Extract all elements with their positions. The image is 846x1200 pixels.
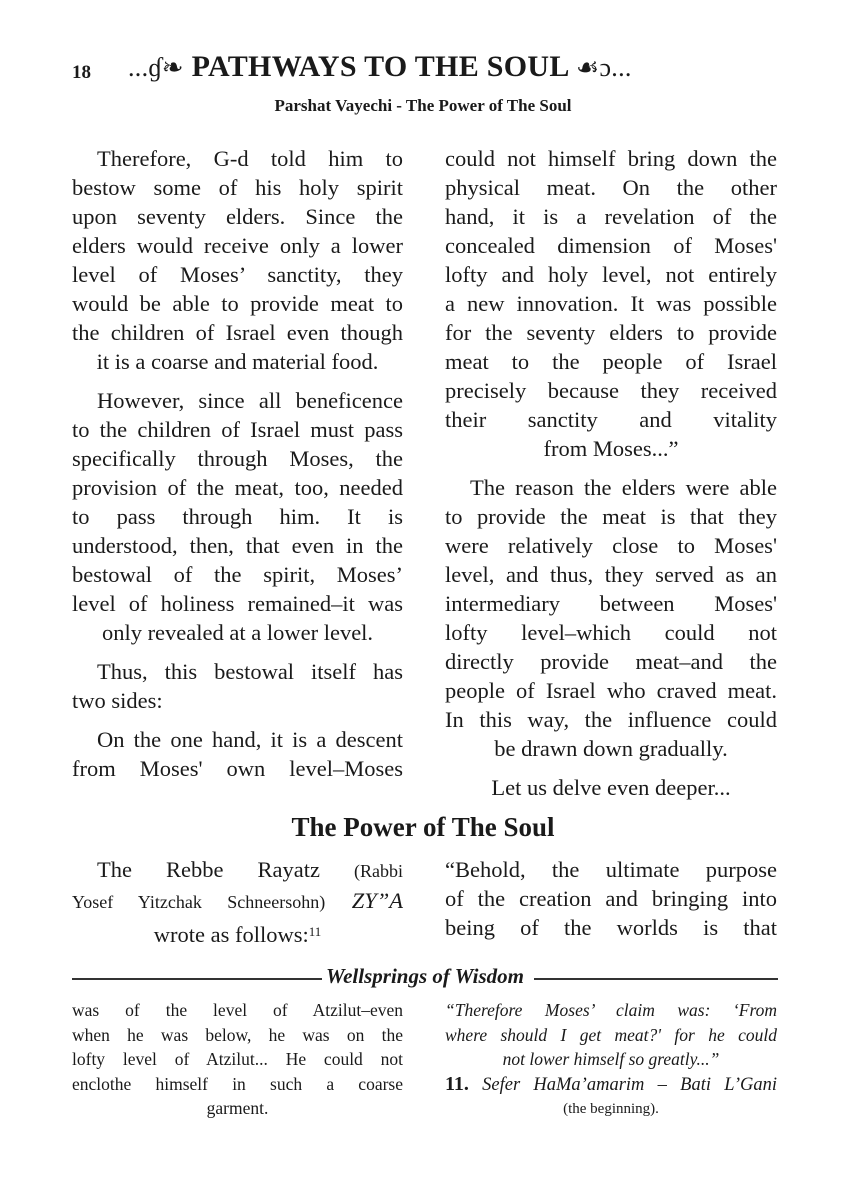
text-line: “Behold, the ultimate purpose <box>445 857 777 882</box>
text-line: In this way, the influence could <box>445 707 777 732</box>
text-line: to pass through him. It is <box>72 504 403 529</box>
text-line: their sanctity and vitality <box>445 407 777 432</box>
text-line: physical meat. On the other <box>445 175 777 200</box>
text-line: to the children of Israel must pass <box>72 417 403 442</box>
text-line: was of the level of Atzilut–even <box>72 1000 403 1020</box>
text-line: understood, then, that even in the <box>72 533 403 558</box>
text-line: upon seventy elders. Since the <box>72 204 403 229</box>
text: (Rabbi <box>354 861 404 881</box>
paragraph <box>72 657 403 715</box>
chapter-subtitle: Parshat Vayechi - The Power of The Soul <box>274 96 572 115</box>
text-line: Thus, this bestowal itself has <box>97 659 403 684</box>
text-line: people of Israel who craved meat. <box>445 678 777 703</box>
text-line: elders would receive only a lower <box>72 233 403 258</box>
text: The Rebbe Rayatz <box>97 857 320 882</box>
text-line: two sides: <box>72 688 163 713</box>
text-line: level of holiness remained–it was <box>72 591 403 616</box>
text-line: from Moses...” <box>543 436 679 461</box>
text: wrote as follows: <box>153 922 309 947</box>
text-line: Let us delve even deeper... <box>491 775 731 800</box>
paragraph <box>445 773 777 802</box>
text-line: concealed dimension of Moses' <box>445 233 777 258</box>
paragraph <box>72 386 403 647</box>
ornament-right-icon: ☙ɔ... <box>575 53 632 82</box>
left-column <box>72 144 403 793</box>
text-line: lofty level of Atzilut... He could not <box>72 1049 403 1069</box>
text-line: “Therefore Moses’ claim was: ‘From <box>445 1000 777 1020</box>
text-line: would be able to provide meat to <box>72 291 403 316</box>
text-line: Therefore, G-d told him to <box>97 146 403 171</box>
paragraph <box>72 144 403 376</box>
text-line: directly provide meat–and the <box>445 649 777 674</box>
footnote-number: 11. <box>445 1072 469 1095</box>
text-line: for the seventy elders to provide <box>445 320 777 345</box>
wellsprings-title: Wellsprings of Wisdom <box>326 964 524 988</box>
text-line: However, since all beneficence <box>97 388 403 413</box>
text-line: of the creation and bringing into <box>445 886 777 911</box>
text: ZY”A <box>351 888 404 913</box>
text-line: to provide the meat is that they <box>445 504 777 529</box>
text-line: were relatively close to Moses' <box>445 533 777 558</box>
text-line: only revealed at a lower level. <box>101 620 374 645</box>
text-line: lofty level–which could not <box>445 620 777 645</box>
text-line: specifically through Moses, the <box>72 446 403 471</box>
text-line: a new innovation. It was possible <box>445 291 777 316</box>
text-line: the children of Israel even though <box>72 320 403 345</box>
paragraph <box>445 473 777 763</box>
text-line: intermediary between Moses' <box>445 591 777 616</box>
text-line: On the one hand, it is a descent <box>97 727 403 752</box>
text-line: garment. <box>206 1098 269 1118</box>
text-line: be drawn down gradually. <box>494 736 728 761</box>
text-line: being of the worlds is that <box>445 915 777 940</box>
section-left-paragraph <box>72 855 403 949</box>
page-number: 18 <box>72 62 91 83</box>
text-line: lofty and holy level, not entirely <box>445 262 777 287</box>
wellsprings-right-text <box>445 998 777 1122</box>
footnote-ref[interactable]: 11 <box>308 924 322 939</box>
text-line: from Moses' own level–Moses <box>72 756 403 781</box>
text-line: where should I get meat?' for he could <box>445 1024 777 1045</box>
paragraph <box>445 144 777 463</box>
text-line: enclothe himself in such a coarse <box>72 1073 403 1094</box>
text-line: precisely because they received <box>445 378 777 403</box>
text-line: bestow some of his holy spirit <box>72 175 403 200</box>
text-line: provision of the meat, too, needed <box>72 475 403 500</box>
section-right-paragraph <box>445 855 777 942</box>
text-line: when he was below, he was on the <box>72 1024 403 1045</box>
text-line: it is a coarse and material food. <box>96 349 379 374</box>
section-heading: The Power of The Soul <box>291 812 555 842</box>
footnote-source: Sefer HaMa’amarim – Bati L’Gani <box>482 1074 777 1095</box>
wellsprings-divider <box>72 966 778 990</box>
running-title-text: PATHWAYS TO THE SOUL <box>191 50 569 83</box>
ornament-left-icon: ...ɠ❧ <box>128 53 184 82</box>
paragraph <box>72 725 403 783</box>
text-line: level, and thus, they served as an <box>445 562 777 587</box>
text-line: meat to the people of Israel <box>445 349 777 374</box>
right-column <box>445 144 777 812</box>
text-line: bestowal of the spirit, Moses’ <box>72 562 403 587</box>
text-line: not lower himself so greatly...” <box>502 1049 720 1069</box>
text-line: level of Moses’ sanctity, they <box>72 262 403 287</box>
text-line: The reason the elders were able <box>470 475 777 500</box>
footnote-note: (the beginning). <box>563 1101 659 1117</box>
running-title <box>128 50 632 84</box>
wellsprings-left-text <box>72 998 403 1121</box>
text: Yosef Yitzchak Schneersohn) <box>72 892 326 912</box>
text-line: could not himself bring down the <box>445 146 777 171</box>
text-line: hand, it is a revelation of the <box>445 204 777 229</box>
